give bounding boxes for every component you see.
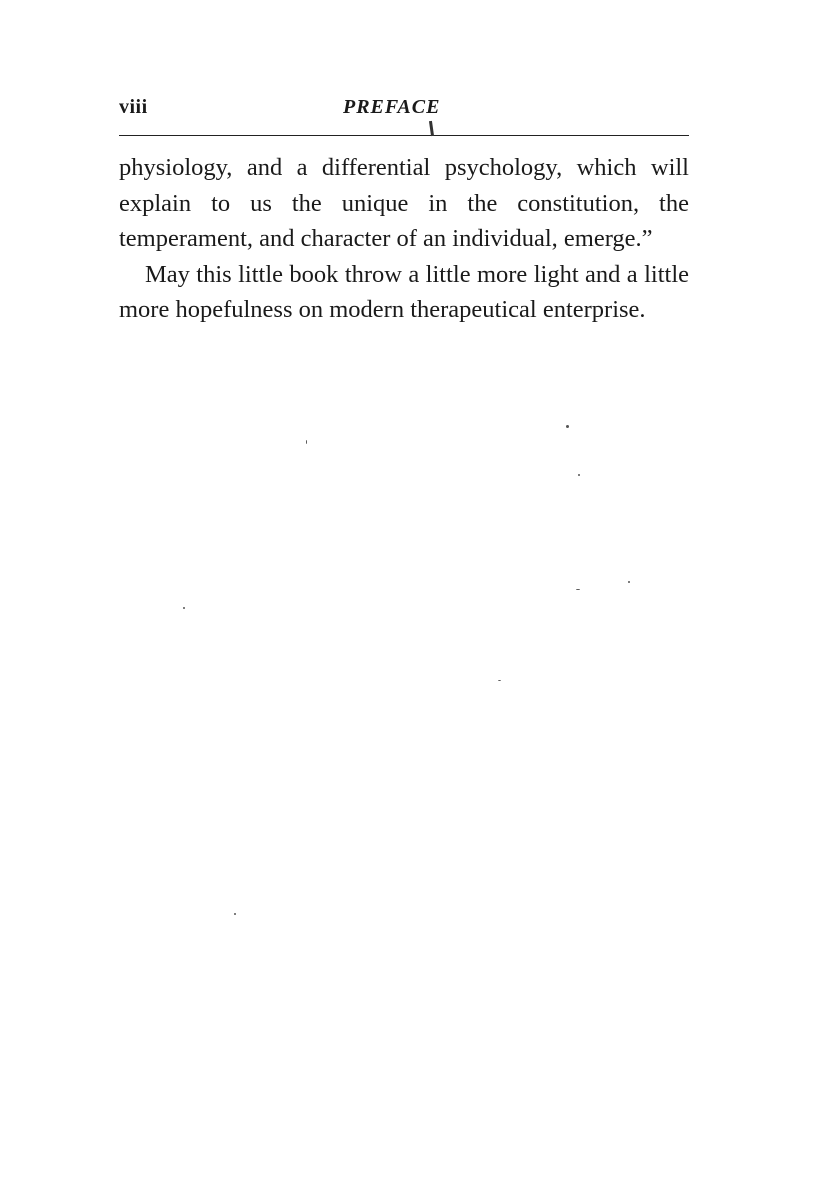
continued-paragraph: physiology, and a differential psychology, which will explain to us the unique in the constitution, the temperament, and character of an individual, emerge.” bbox=[119, 154, 689, 252]
scan-speck bbox=[306, 440, 307, 444]
scan-speck bbox=[628, 581, 630, 583]
page-number: viii bbox=[119, 96, 148, 118]
scan-speck bbox=[566, 425, 569, 428]
scan-speck bbox=[578, 474, 580, 476]
scan-speck bbox=[234, 913, 236, 915]
body-text bbox=[119, 150, 689, 328]
scan-speck bbox=[498, 680, 501, 681]
scan-speck bbox=[576, 589, 580, 590]
closing-paragraph: May this little book throw a little more light and a little more hopefulness on modern therapeutical enterprise. bbox=[119, 260, 689, 323]
running-title: PREFACE bbox=[343, 96, 441, 118]
scan-speck bbox=[183, 607, 185, 609]
header-rule bbox=[119, 135, 689, 136]
running-head bbox=[119, 96, 689, 126]
